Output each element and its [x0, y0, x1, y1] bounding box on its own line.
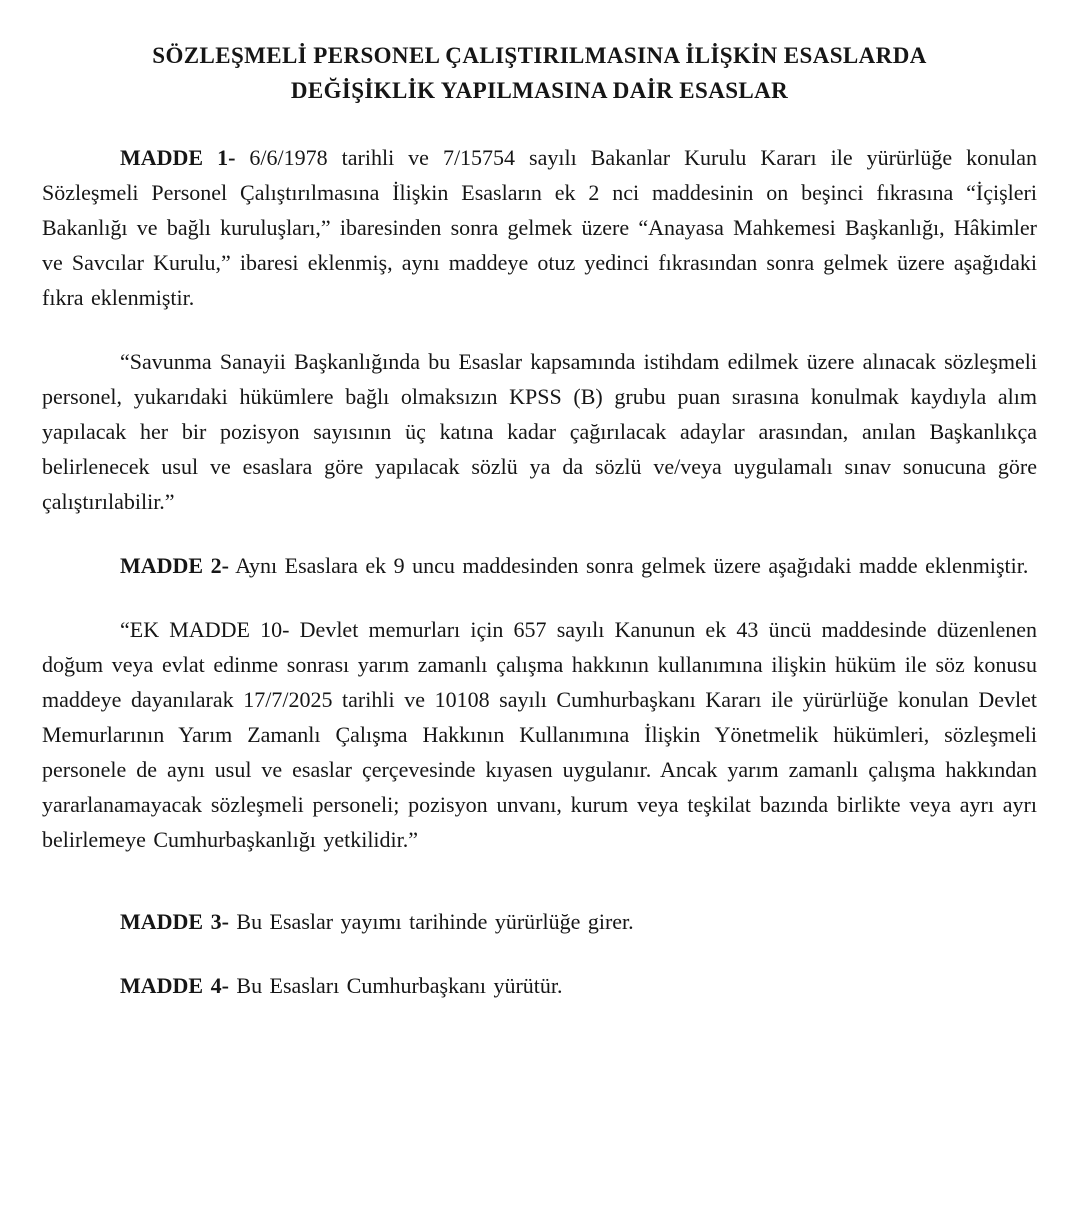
- madde-3-text: Bu Esaslar yayımı tarihinde yürürlüğe girer.: [228, 909, 634, 934]
- document-title-line-1: SÖZLEŞMELİ PERSONEL ÇALIŞTIRILMASINA İLİŞKİN ESASLARDA: [152, 43, 927, 68]
- madde-1-label: MADDE 1-: [120, 145, 236, 170]
- madde-4-label: MADDE 4-: [120, 973, 229, 998]
- paragraph-madde-3: [42, 904, 1037, 939]
- paragraph-ek-madde-10: [42, 612, 1037, 857]
- document-title: [62, 38, 1017, 108]
- document-title-line-2: DEĞİŞİKLİK YAPILMASINA DAİR ESASLAR: [290, 78, 789, 103]
- ek-madde-10-text: “EK MADDE 10- Devlet memurları için 657 sayılı Kanunun ek 43 üncü maddesinde düzenlenen doğum veya evlat edinme sonrası yarım zamanlı çalışma hakkının kullanımına ilişkin hüküm ile söz konusu maddeye dayanılarak 17/7/2025 tarihli ve 10108 sayılı Cumhurbaşkanı Kararı ile yürürlüğe konulan Devlet Memurlarının Yarım Zamanlı Çalışma Hakkının Kullanımına İlişkin Yönetmelik hükümleri, sözleşmeli personele de aynı usul ve esaslar çerçevesinde kıyasen uygulanır. Ancak yarım zamanlı çalışma hakkından yararlanamayacak sözleşmeli personeli; pozisyon unvanı, kurum veya teşkilat bazında birlikte veya ayrı ayrı belirlemeye Cumhurbaşkanlığı yetkilidir.”: [42, 617, 1037, 852]
- paragraph-madde-1: [42, 140, 1037, 315]
- paragraph-madde-4: [42, 968, 1037, 1003]
- vertical-spacer: [42, 886, 1037, 904]
- paragraph-quoted-clause: [42, 344, 1037, 519]
- quoted-clause-text: “Savunma Sanayii Başkanlığında bu Esaslar kapsamında istihdam edilmek üzere alınacak sözleşmeli personel, yukarıdaki hükümlere bağlı olmaksızın KPSS (B) grubu puan sırasına konulmak kaydıyla alım yapılacak her bir pozisyon sayısının üç katına kadar çağırılacak adaylar arasından, anılan Başkanlıkça belirlenecek usul ve esaslara göre yapılacak sözlü ya da sözlü ve/veya uygulamalı sınav sonucuna göre çalıştırılabilir.”: [42, 349, 1037, 514]
- madde-2-text: Aynı Esaslara ek 9 uncu maddesinden sonra gelmek üzere aşağıdaki madde eklenmiştir.: [228, 553, 1029, 578]
- madde-1-text: 6/6/1978 tarihli ve 7/15754 sayılı Bakanlar Kurulu Kararı ile yürürlüğe konulan Sözleşmeli Personel Çalıştırılmasına İlişkin Esasların ek 2 nci maddesinin on beşinci fıkrasına “İçişleri Bakanlığı ve bağlı kuruluşları,” ibaresinden sonra gelmek üzere “Anayasa Mahkemesi Başkanlığı, Hâkimler ve Savcılar Kurulu,” ibaresi eklenmiş, aynı maddeye otuz yedinci fıkrasından sonra gelmek üzere aşağıdaki fıkra eklenmiştir.: [42, 145, 1037, 310]
- madde-3-label: MADDE 3-: [120, 909, 229, 934]
- paragraph-madde-2: [42, 548, 1037, 583]
- madde-2-label: MADDE 2-: [120, 553, 229, 578]
- document-body: [42, 140, 1037, 1003]
- madde-4-text: Bu Esasları Cumhurbaşkanı yürütür.: [228, 973, 563, 998]
